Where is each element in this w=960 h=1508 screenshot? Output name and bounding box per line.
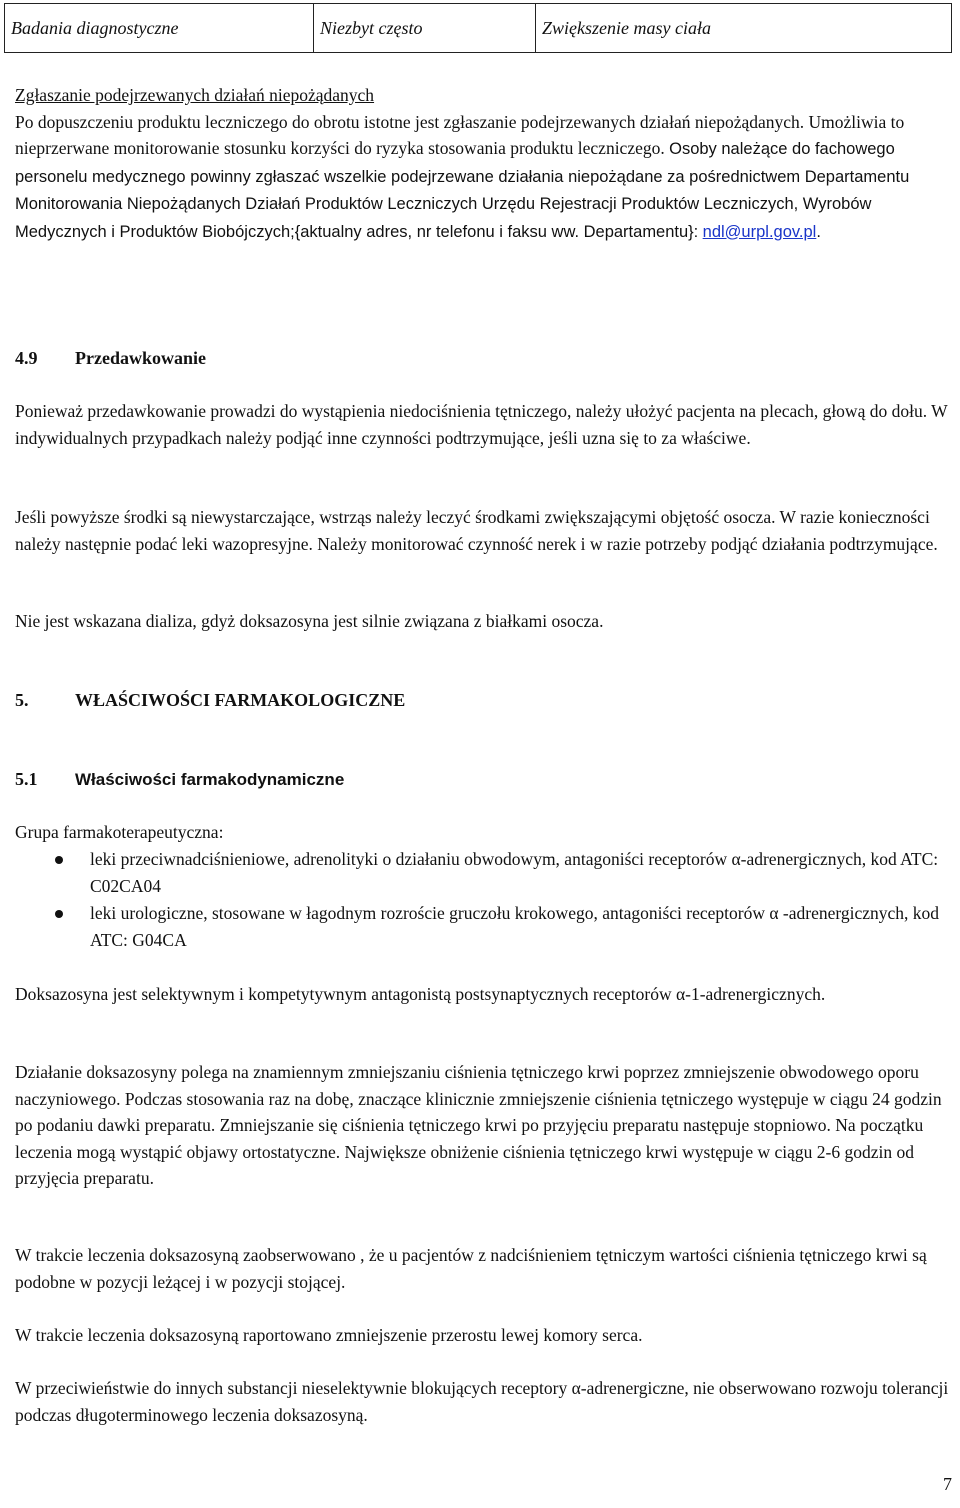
pd-paragraph-5	[15, 1375, 960, 1428]
overdose-paragraph-2	[15, 504, 960, 557]
section-4-9-title: Przedawkowanie	[75, 348, 206, 368]
group-label: Grupa farmakoterapeutyczna:	[15, 822, 224, 842]
pd-text-4: W trakcie leczenia doksazosyną raportowano zmniejszenie przerostu lewej komory serca.	[15, 1325, 643, 1345]
pd-paragraph-1	[15, 981, 960, 1008]
pd-text-3: W trakcie leczenia doksazosyną zaobserwowano , że u pacjentów z nadciśnieniem tętniczym wartości ciśnienia tętniczego krwi są podobne w pozycji leżącej i w pozycji stojącej.	[15, 1245, 927, 1292]
overdose-paragraph-1	[15, 398, 960, 451]
overdose-text-3: Nie jest wskazana dializa, gdyż doksazosyna jest silnie związana z białkami osocza.	[15, 611, 604, 631]
reporting-title: Zgłaszanie podejrzewanych działań niepożądanych	[15, 85, 375, 105]
section-4-9-heading	[15, 345, 206, 371]
pd-text-2: Działanie doksazosyny polega na znamiennym zmniejszaniu ciśnienia tętniczego krwi poprzez zmniejszenie obwodowego oporu naczyniowego. Podczas stosowania raz na dobę, znaczące klinicznie zmniejszenie ciśnienia tętniczego występuje w ciągu 24 godzin po podaniu dawki preparatu. Zmniejszanie się ciśnienia tętniczego krwi po przyjęciu preparatu następuje stopniowo. Na początku leczenia mogą wystąpić objawy ortostatyczne. Największe obniżenie ciśnienia tętniczego krwi występuje w ciągu 2-6 godzin od przyjęcia preparatu.	[15, 1062, 942, 1188]
bullet-icon	[55, 856, 63, 864]
header-cell-frequency: Niezbyt często	[314, 4, 536, 53]
bullet-text-1: leki przeciwnadciśnieniowe, adrenolityki o działaniu obwodowym, antagoniści receptorów α-adrenergicznych, kod ATC: C02CA04	[90, 849, 939, 896]
pd-paragraph-4	[15, 1322, 960, 1349]
pd-text-5: W przeciwieństwie do innych substancji nieselektywnie blokujących receptory α-adrenergiczne, nie obserwowano rozwoju tolerancji podczas długoterminowego leczenia doksazosyną.	[15, 1378, 949, 1425]
reporting-text-1: Po dopuszczeniu produktu leczniczego do obrotu istotne jest zgłaszanie podejrzewanych działań niepożądanych. Umożliwia to nieprzerwane monitorowanie stosunku korzyści do ryzyka stosowania produktu leczniczego.	[15, 111, 905, 158]
header-row	[5, 4, 952, 53]
reporting-email-link[interactable]: ndl@urpl.gov.pl	[702, 222, 817, 241]
section-5-title: WŁAŚCIWOŚCI FARMAKOLOGICZNE	[75, 690, 406, 710]
header-cell-category: Badania diagnostyczne	[5, 4, 314, 53]
pd-paragraph-2	[15, 1059, 960, 1192]
atc-bullet-list	[15, 846, 960, 954]
pd-text-1: Doksazosyna jest selektywnym i kompetytywnym antagonistą postsynaptycznych receptorów α-1-adrenergicznych.	[15, 984, 826, 1004]
pd-paragraph-3	[15, 1242, 960, 1295]
page-number: 7	[943, 1474, 952, 1494]
group-label-block	[15, 819, 960, 846]
section-4-9-number: 4.9	[15, 348, 38, 368]
header-cell-effect: Zwiększenie masy ciała	[536, 4, 952, 53]
bullet-text-2: leki urologiczne, stosowane w łagodnym rozroście gruczołu krokowego, antagoniści receptorów α -adrenergicznych, kod ATC: G04CA	[90, 903, 940, 950]
overdose-text-1: Ponieważ przedawkowanie prowadzi do wystąpienia niedociśnienia tętniczego, należy ułożyć pacjenta na plecach, głową do dołu. W indywidualnych przypadkach należy podjąć inne czynności podtrzymujące, jeśli uzna się to za właściwe.	[15, 401, 948, 448]
list-item	[15, 846, 960, 900]
bullet-icon	[55, 910, 63, 918]
reporting-section	[15, 82, 960, 245]
overdose-paragraph-3	[15, 608, 960, 635]
section-5-heading	[15, 687, 405, 713]
section-5-number: 5.	[15, 690, 29, 710]
list-item	[15, 900, 960, 954]
reporting-text-2: Osoby należące do fachowego personelu medycznego powinny zgłaszać wszelkie podejrzewane działania niepożądane za pośrednictwem Departamentu Monitorowania Niepożądanych Działań Produktów Leczniczych Urzędu Rejestracji Produktów Leczniczych, Wyrobów Medycznych i Produktów Biobójczych;{aktualny adres, nr telefonu i faksu ww. Departamentu}:	[15, 140, 910, 241]
header-table	[4, 3, 952, 53]
section-5-1-title: Właściwości farmakodynamiczne	[75, 770, 345, 789]
reporting-paragraph	[15, 109, 960, 246]
section-5-1-heading	[15, 766, 344, 793]
overdose-text-2: Jeśli powyższe środki są niewystarczające, wstrząs należy leczyć środkami zwiększającymi objętość osocza. W razie konieczności należy następnie podać leki wazopresyjne. Należy monitorować czynność nerek i w razie potrzeby podjąć działania podtrzymujące.	[15, 507, 938, 554]
section-5-1-number: 5.1	[15, 769, 38, 789]
reporting-email-after: .	[816, 222, 821, 241]
